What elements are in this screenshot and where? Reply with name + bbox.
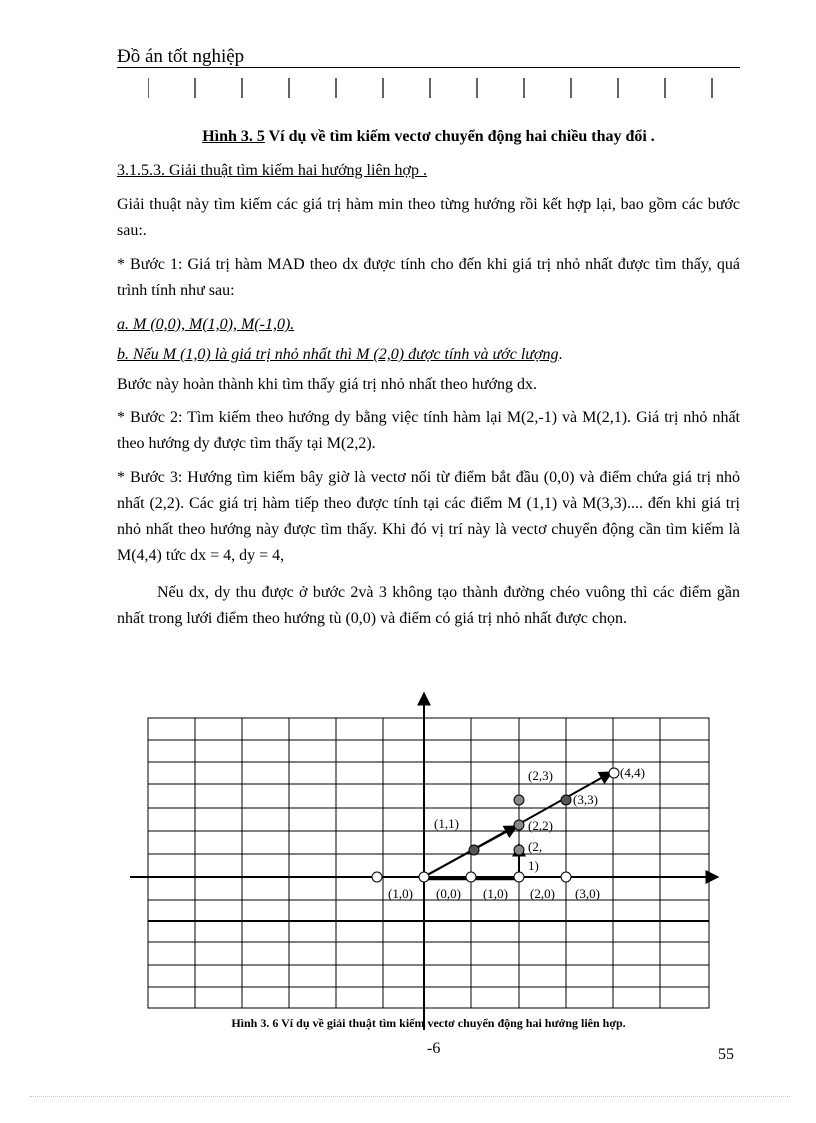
label-x-1: (1,0) [483,886,508,901]
label-x-minus1: (1,0) [388,886,413,901]
paragraph-step1-end: Bước này hoàn thành khi tìm thấy giá trị nhỏ nhất theo hướng dx. [117,376,537,393]
label-4-4: (4,4) [620,765,645,780]
paragraph-step3: * Bước 3: Hướng tìm kiếm bây giờ là vectơ nối từ điểm bắt đầu (0,0) và điểm chứa giá trị nhỏ nhất (2,2). Các giá trị hàm tiếp theo được tính tại các điểm M (1,1) và M(3,3).... đến khi giá trị nhỏ nhất theo hướng này được tìm thấy. Khi đó vị trí này là vectơ chuyển động cần tìm kiếm là M(4,4) tức dx = 4, dy = 4, [117,469,740,564]
paragraph-step2: * Bước 2: Tìm kiếm theo hướng dy bằng việc tính hàm lại M(2,-1) và M(2,1). Giá trị nhỏ nhất theo hướng dy được tìm thấy tại M(2,2). [117,409,740,452]
figure-prev-caption [117,128,740,146]
step-a-text: a. M (0,0), M(1,0), M(-1,0). [117,316,295,333]
point-minus1-0 [372,872,382,882]
header-rule [117,67,740,68]
label-1-1: (1,1) [434,816,459,831]
step-b-end: . [558,346,563,363]
label-2-1-bottom: 1) [528,858,539,873]
label-2-2: (2,2) [528,818,553,833]
paragraph-intro: Giải thuật này tìm kiếm các giá trị hàm min theo từng hướng rồi kết hợp lại, bao gồm các bước sau:. [117,196,740,239]
point-2-2 [514,820,524,830]
page-number: 55 [718,1046,734,1063]
point-3-0 [561,872,571,882]
figure-prev-text: Ví dụ về tìm kiếm vectơ chuyển động hai chiều thay đổi . [264,128,655,145]
bottom-dotted-rule [30,1096,790,1097]
point-1-1 [469,845,479,855]
point-2-3 [514,795,524,805]
point-2-0 [514,872,524,882]
footer-center-number: -6 [427,1040,441,1057]
point-3-3 [561,795,571,805]
label-x-0: (0,0) [436,886,461,901]
label-2-3: (2,3) [528,768,553,783]
search-diagram [0,680,816,1040]
label-x-2: (2,0) [530,886,555,901]
figure-caption: Hình 3. 6 Ví dụ về giải thuật tìm kiếm vectơ chuyển động hai hướng liên hợp. [231,1016,626,1030]
label-x-3: (3,0) [575,886,600,901]
step-a [117,312,740,338]
label-2-1-top: (2, [528,839,543,854]
point-2-1 [514,845,524,855]
point-1-0 [466,872,476,882]
section-title: 3.1.5.3. Giải thuật tìm kiếm hai hướng liên hợp . [117,162,427,179]
paragraph-step1: * Bước 1: Giá trị hàm MAD theo dx được tính cho đến khi giá trị nhỏ nhất được tìm thấy, quá trình tính như sau: [117,256,740,299]
label-3-3: (3,3) [573,792,598,807]
point-4-4 [609,768,619,778]
step-b-text: b. Nếu M (1,0) là giá trị nhỏ nhất thì M (2,0) được tính và ước lượng [117,346,559,363]
header-title: Đồ án tốt nghiệp [117,46,245,67]
step-b [117,342,740,368]
tick-row [148,72,713,98]
point-0-0 [419,872,429,882]
figure-prev-label: Hình 3. 5 [202,128,265,145]
paragraph-note: Nếu dx, dy thu được ở bước 2và 3 không tạo thành đường chéo vuông thì các điểm gần nhất trong lưới điểm theo hướng tù (0,0) và điểm có giá trị nhỏ nhất được chọn. [117,584,740,627]
